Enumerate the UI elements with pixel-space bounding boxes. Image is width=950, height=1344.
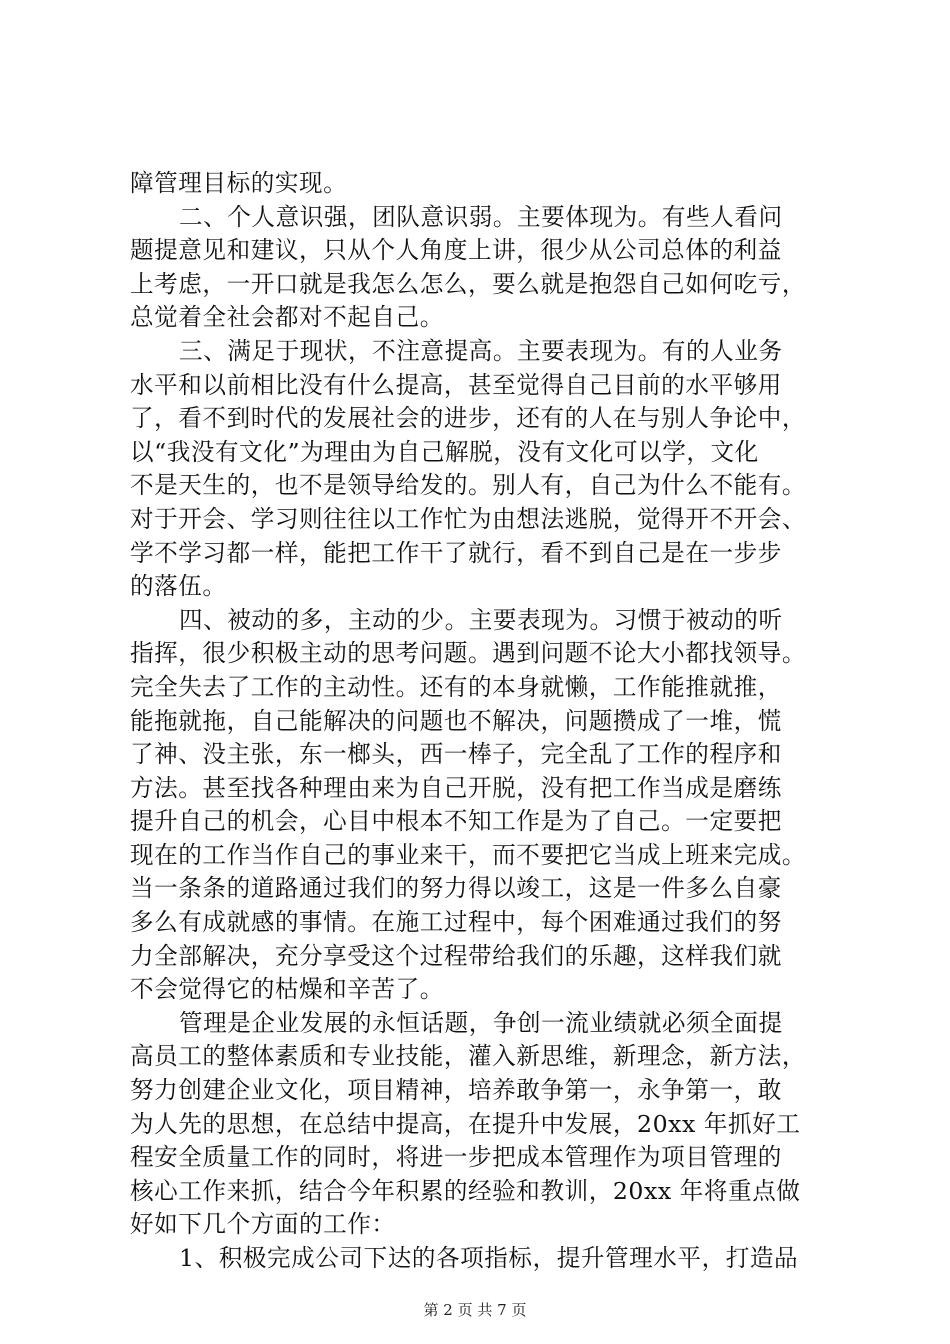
paragraph-4-start: 四、被动的多，主动的少。主要表现为。习惯于被动的听: [179, 605, 783, 634]
text-line: 现在的工作当作自己的事业来干，而不要把它当成上班来完成。: [130, 840, 807, 869]
text-line: 学不学习都一样，能把工作干了就行，看不到自己是在一步步: [130, 538, 782, 567]
text-line: 程安全质量工作的同时，将进一步把成本管理作为项目管理的: [130, 1143, 782, 1172]
paragraph-3-start: 三、满足于现状，不注意提高。主要表现为。有的人业务: [179, 336, 783, 365]
text-line: 以“我没有文化”为理由为自己解脱，没有文化可以学，文化: [130, 437, 759, 466]
text-line: 总觉着全社会都对不起自己。: [130, 303, 444, 332]
text-line: 力全部解决，充分享受这个过程带给我们的乐趣，这样我们就: [130, 941, 782, 970]
text-line: 不是天生的，也不是领导给发的。别人有，自己为什么不能有。: [130, 471, 807, 500]
text-line: 能拖就拖，自己能解决的问题也不解决，问题攒成了一堆，慌: [130, 706, 782, 735]
text-line: 的落伍。: [130, 572, 227, 601]
text-line: 指挥，很少积极主动的思考问题。遇到问题不论大小都找领导。: [130, 639, 807, 668]
page-footer: 第 2 页 共 7 页: [423, 1301, 527, 1319]
text-line: 障管理目标的实现。: [130, 169, 348, 197]
text-line: 上考虑，一开口就是我怎么怎么，要么就是抱怨自己如何吃亏，: [130, 269, 807, 298]
body-text: [130, 167, 842, 1276]
text-line: 提升自己的机会，心目中根本不知工作是为了自己。一定要把: [130, 807, 782, 836]
list-item-1: 1、积极完成公司下达的各项指标，提升管理水平，打造品: [179, 1244, 799, 1272]
text-line: 好如下几个方面的工作：: [130, 1210, 396, 1239]
text-line: 了神、没主张，东一榔头，西一棒子，完全乱了工作的程序和: [130, 740, 782, 769]
text-line: 不会觉得它的枯燥和辛苦了。: [130, 975, 444, 1004]
paragraph-2-start: 二、个人意识强，团队意识弱。主要体现为。有些人看问: [179, 202, 783, 231]
text-line: 核心工作来抓，结合今年积累的经验和教训，20xx 年将重点做: [130, 1176, 801, 1205]
text-line: 为人先的思想，在总结中提高，在提升中发展，20xx 年抓好工: [130, 1109, 801, 1138]
text-line: 当一条条的道路通过我们的努力得以竣工，这是一件多么自豪: [130, 874, 782, 903]
paragraph-5-start: 管理是企业发展的永恒话题，争创一流业绩就必须全面提: [179, 1008, 783, 1037]
text-line: 对于开会、学习则往往以工作忙为由想法逃脱，觉得开不开会、: [130, 504, 807, 533]
text-line: 高员工的整体素质和专业技能，灌入新思维，新理念，新方法，: [130, 1042, 807, 1071]
text-line: 了，看不到时代的发展社会的进步，还有的人在与别人争论中，: [130, 404, 807, 433]
text-line: 方法。甚至找各种理由来为自己开脱，没有把工作当成是磨练: [130, 773, 782, 802]
text-line: 努力创建企业文化，项目精神，培养敢争第一，永争第一，敢: [130, 1076, 782, 1105]
text-line: 题提意见和建议，只从个人角度上讲，很少从公司总体的利益: [130, 236, 782, 265]
text-line: 水平和以前相比没有什么提高，甚至觉得自己目前的水平够用: [130, 370, 782, 399]
text-line: 完全失去了工作的主动性。还有的本身就懒，工作能推就推，: [130, 672, 782, 701]
text-line: 多么有成就感的事情。在施工过程中，每个困难通过我们的努: [130, 908, 782, 937]
